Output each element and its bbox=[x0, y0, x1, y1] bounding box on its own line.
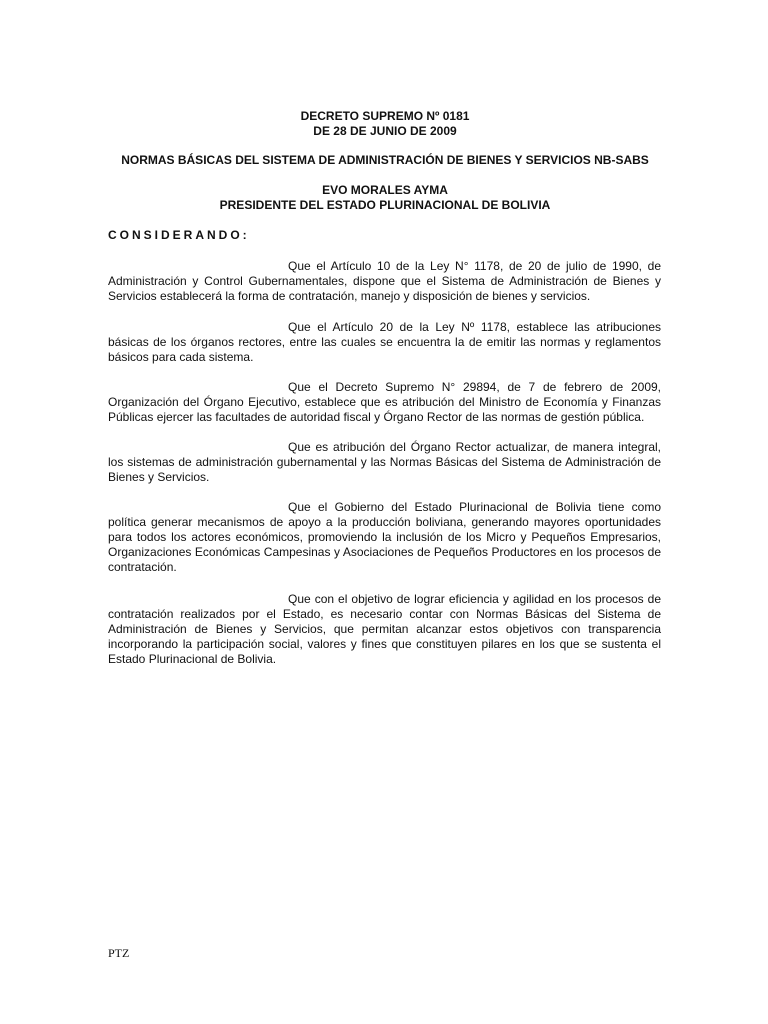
considerando-paragraph: Que el Gobierno del Estado Plurinacional de Bolivia tiene como política generar mecanismos de apoyo a la producción boliviana, generando mayores oportunidades para todos los actores económicos, promoviendo la inclusión de los Micro y Pequeños Empresarios, Organizaciones Económicas Campesinas y Asociaciones de Pequeños Productores en los procesos de contratación. bbox=[108, 500, 661, 574]
decree-title: DECRETO SUPREMO Nº 0181 bbox=[300, 109, 470, 123]
considerando-heading: CONSIDERANDO: bbox=[108, 228, 250, 242]
considerando-paragraph: Que el Artículo 10 de la Ley N° 1178, de 20 de julio de 1990, de Administración y Control Gubernamentales, dispone que el Sistema de Administración de Bienes y Servicios establecerá la forma de contratación, manejo y disposición de bienes y servicios. bbox=[108, 259, 661, 303]
considerando-paragraph: Que es atribución del Órgano Rector actualizar, de manera integral, los sistemas de administración gubernamental y las Normas Básicas del Sistema de Administración de Bienes y Servicios. bbox=[108, 440, 661, 484]
considerando-paragraph: Que el Artículo 20 de la Ley Nº 1178, establece las atribuciones básicas de los órganos rectores, entre las cuales se encuentra la de emitir las normas y reglamentos básicos para cada sistema. bbox=[108, 320, 661, 364]
norms-title: NORMAS BÁSICAS DEL SISTEMA DE ADMINISTRACIÓN DE BIENES Y SERVICIOS NB-SABS bbox=[121, 153, 649, 167]
footer-mark: PTZ bbox=[108, 946, 130, 960]
decree-date: DE 28 DE JUNIO DE 2009 bbox=[313, 124, 457, 138]
president-title: PRESIDENTE DEL ESTADO PLURINACIONAL DE BOLIVIA bbox=[219, 198, 551, 212]
considerando-paragraph: Que el Decreto Supremo N° 29894, de 7 de febrero de 2009, Organización del Órgano Ejecutivo, establece que es atribución del Ministro de Economía y Finanzas Públicas ejercer las facultades de autoridad fiscal y Órgano Rector de las normas de gestión pública. bbox=[108, 380, 661, 424]
considerando-paragraph: Que con el objetivo de lograr eficiencia y agilidad en los procesos de contratación realizados por el Estado, es necesario contar con Normas Básicas del Sistema de Administración de Bienes y Servicios, que permitan alcanzar estos objetivos con transparencia incorporando la participación social, valores y fines que constituyen pilares en los que se sustenta el Estado Plurinacional de Bolivia. bbox=[108, 592, 661, 666]
president-name: EVO MORALES AYMA bbox=[322, 183, 448, 197]
